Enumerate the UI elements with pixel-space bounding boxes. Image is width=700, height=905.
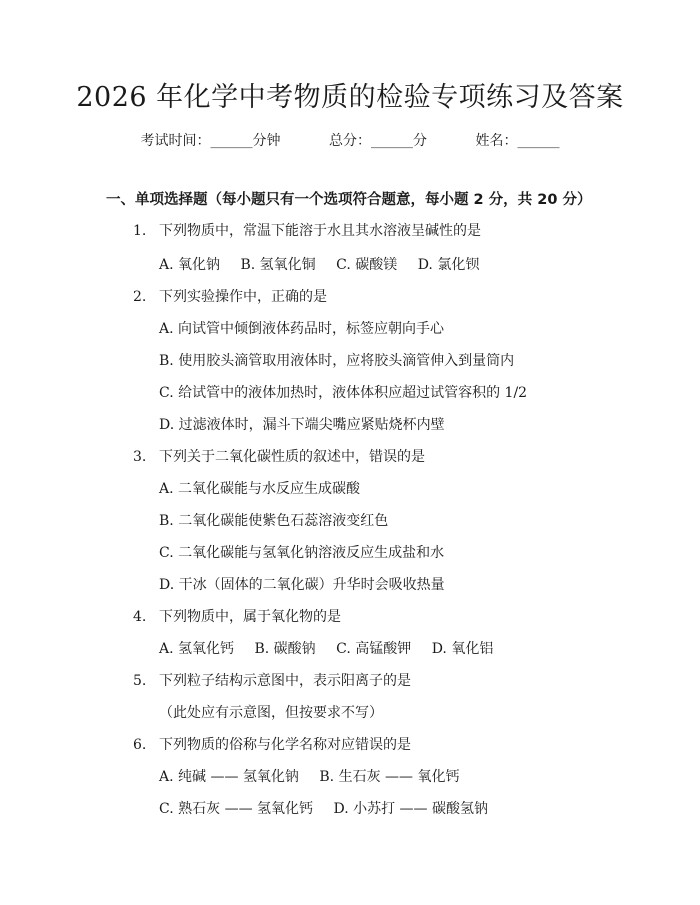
page-title: 2026 年化学中考物质的检验专项练习及答案 <box>76 82 624 113</box>
question-text: 下列物质中，常温下能溶于水且其水溶液呈碱性的是 <box>159 223 481 239</box>
question-text: 下列物质中，属于氧化物的是 <box>159 609 341 625</box>
question-3 <box>133 446 425 468</box>
question-6 <box>133 734 411 756</box>
name-field: 姓名：______ <box>475 133 560 149</box>
option-d: D. 氯化钡 <box>417 257 480 273</box>
question-text: 下列物质的俗称与化学名称对应错误的是 <box>159 737 411 753</box>
question-4 <box>133 606 341 628</box>
section-heading: 一、单项选择题（每小题只有一个选项符合题意，每小题 2 分，共 20 分） <box>106 192 592 208</box>
option-c: C. 高锰酸钾 <box>336 641 412 657</box>
option-c: C. 碳酸镁 <box>336 257 398 273</box>
option-a: A. 向试管中倾倒液体药品时，标签应朝向手心 <box>159 321 445 337</box>
question-number: 2. <box>133 289 147 305</box>
option-c: C. 二氧化碳能与氢氧化钠溶液反应生成盐和水 <box>159 545 445 561</box>
question-text: 下列粒子结构示意图中，表示阳离子的是 <box>159 673 411 689</box>
question-note: （此处应有示意图，但按要求不写） <box>159 705 383 721</box>
option-d: D. 过滤液体时，漏斗下端尖嘴应紧贴烧杯内壁 <box>159 417 445 433</box>
option-b: B. 碳酸钠 <box>254 641 316 657</box>
option-b: B. 氢氧化铜 <box>240 257 316 273</box>
question-number: 3. <box>133 449 147 465</box>
option-d: D. 氧化铝 <box>431 641 494 657</box>
option-d: D. 干冰（固体的二氧化碳）升华时会吸收热量 <box>159 577 445 593</box>
question-1 <box>133 220 481 242</box>
option-a: A. 纯碱 —— 氢氧化钠 <box>159 769 299 785</box>
question-1-options <box>159 254 495 276</box>
option-a: A. 二氧化碳能与水反应生成碳酸 <box>159 481 361 497</box>
question-number: 4. <box>133 609 147 625</box>
option-c: C. 熟石灰 —— 氢氧化钙 <box>159 801 314 817</box>
option-c: C. 给试管中的液体加热时，液体体积应超过试管容积的 1/2 <box>159 385 528 401</box>
question-4-options <box>159 638 509 660</box>
exam-meta <box>0 130 700 152</box>
question-text: 下列实验操作中，正确的是 <box>159 289 327 305</box>
option-b: B. 生石灰 —— 氧化钙 <box>319 769 460 785</box>
question-number: 6. <box>133 737 147 753</box>
question-number: 1. <box>133 223 147 239</box>
option-a: A. 氧化钠 <box>159 257 221 273</box>
total-score-field: 总分：______分 <box>329 133 427 149</box>
question-5 <box>133 670 411 692</box>
question-number: 5. <box>133 673 147 689</box>
option-b: B. 二氧化碳能使紫色石蕊溶液变红色 <box>159 513 389 529</box>
option-d: D. 小苏打 —— 碳酸氢钠 <box>333 801 488 817</box>
option-b: B. 使用胶头滴管取用液体时，应将胶头滴管伸入到量筒内 <box>159 353 515 369</box>
question-6-options-row-2 <box>159 798 504 820</box>
question-text: 下列关于二氧化碳性质的叙述中，错误的是 <box>159 449 425 465</box>
question-6-options-row-1 <box>159 766 475 788</box>
option-a: A. 氢氧化钙 <box>159 641 235 657</box>
question-2 <box>133 286 327 308</box>
exam-time-field: 考试时间：______分钟 <box>140 133 281 149</box>
